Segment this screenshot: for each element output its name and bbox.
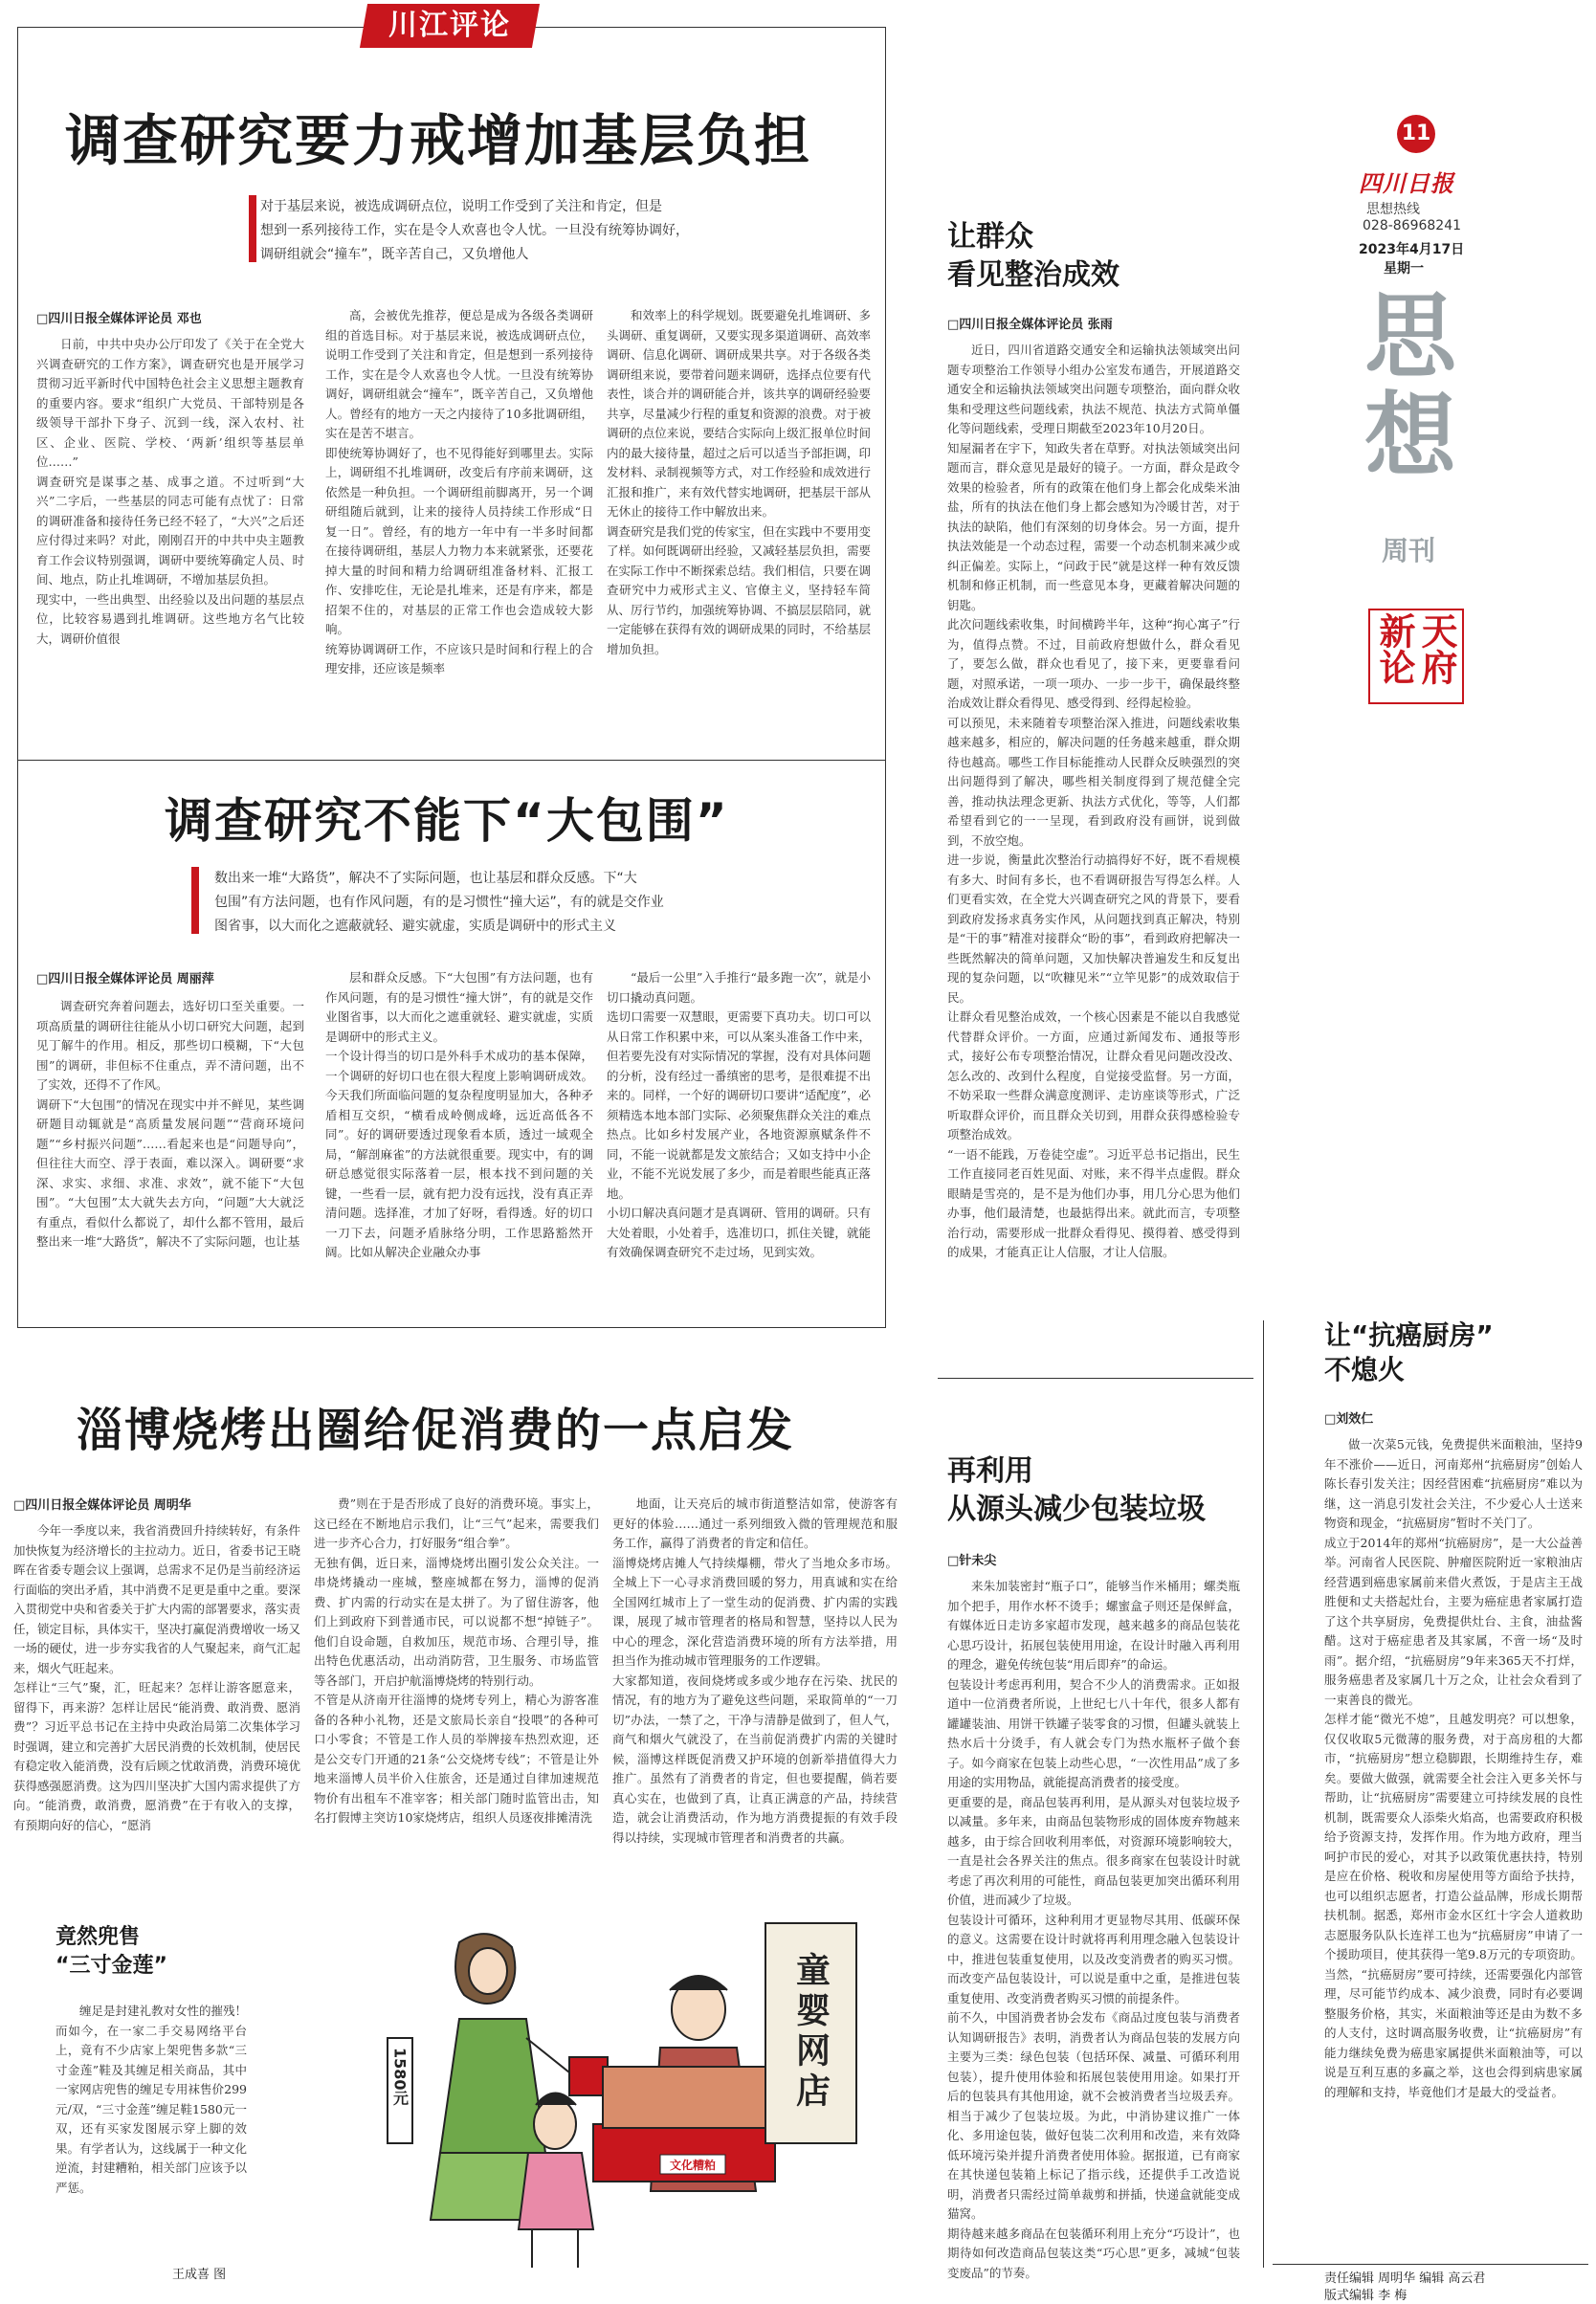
summary-line: 调研组就会“撞车”，既辛苦自己，又负增他人 — [260, 247, 529, 262]
column-text: 日前，中共中央办公厅印发了《关于在全党大兴调查研究的工作方案》，调查研究也是开展学习贯彻习近平新时代中国特色社会主义思想主题教育的重要内容。要求“组织广大党员、干部特别是各级领导干部扑下身子、沉到一线，深入农村、社区、企业、医院、学校、‘两新’组织等基层单位……” 调查研究是谋事之基、成事之道。不过听到“大兴”二字后，一些基层的同志可能有点忧了：日常的调研准备和接待任务已经不轻了，“大兴”之后还应付得过来吗？对此，刚刚召开的中共中央主题教育工作会议特别强调，调研中要统筹确定人员、时间、地点，防止扎堆调研，不增加基层负担。 现实中，一些出典型、出经验以及出问题的基层点位，比较容易遇到扎堆调研。这些地方名气比较大，调研价值很 — [36, 337, 304, 646]
article1-summary — [260, 195, 700, 267]
section-tag-label: 川江评论 — [388, 9, 511, 42]
issue-date: 2023年4月17日 — [1359, 242, 1465, 257]
box-label: 文化糟粕 — [669, 2159, 717, 2172]
cartoon-credit: 王成喜 图 — [172, 2268, 227, 2282]
divider — [17, 760, 886, 761]
summary-line: 图省事，以大而化之遮蔽就轻、避实就虚，实质是调研中的形式主义 — [214, 919, 616, 934]
summary-line: 对于基层来说，被选成调研点位，说明工作受到了关注和肯定，但是 — [260, 199, 662, 214]
article1-title: 调查研究要力戒增加基层负担 — [65, 108, 812, 173]
article2-summary-bar — [191, 867, 199, 934]
hotline-label: 思想热线 — [1366, 202, 1420, 217]
column-text: 调查研究奔着问题去，选好切口至关重要。一项高质量的调研往往能从小切口研究大问题，起到见丁解牛的作用。相反，那些切口模糊，下“大包围”的调研，非但标不住重点，弄不清问题，出不了实效，还得不了作风。 调研下“大包围”的情况在现实中并不鲜见，某些调研题目动辄就是“高质量发展问题”“营商环境问题”“乡村振兴问题”……看起来也是“问题导向”，但往往大而空、浮于表面，难以深入。调研要“求深、求实、求细、求准、求效”，就不能下“大包围”。“大包围”太大就失去方向，“问题”大大就泛有重点，看似什么都说了，却什么都不管用，最后整出来一堆“大路货”，解决不了实际问题，也让基 — [36, 999, 304, 1249]
side1-body — [947, 341, 1240, 1366]
article3-col-3 — [612, 1495, 898, 1889]
article2-col-2 — [325, 968, 593, 1318]
side2-title — [947, 1452, 1206, 1529]
column-seal-line-2: 新论 — [1373, 612, 1416, 685]
article1-col-1 — [36, 335, 304, 746]
article2-summary — [214, 867, 750, 939]
column-seal-line-1: 天府 — [1415, 612, 1458, 685]
article2-col-1 — [36, 997, 304, 1318]
summary-line: 数出来一堆“大路货”，解决不了实际问题，也让基层和群众反感。下“大 — [214, 871, 637, 886]
column-text: “最后一公里”入手推行“最多跑一次”，就是小切口撬动真问题。 选切口需要一双慧眼，更需要下真功夫。切口可以从日常工作积累中来，可以从案头准备工作中来，但若要先没有对实际情况的掌握，没有对具体问题的分析，没有经过一番缜密的思考，是很难提不出来的。同样，一个好的调研切口要讲“适配度”，必须精选本地本部门实际、必须聚焦群众关注的难点热点。比如乡村发展产业，各地资源禀赋条件不同，不能一说就都是发文旅结合；又如支持中小企业，不能不光说发展了多少，而是着眼些能真正落地。 小切口解决真问题才是真调研、管用的调研。只有大处着眼，小处着手，选准切口，抓住关键，就能有效确保调查研究不走过场，见到实效。 — [607, 970, 871, 1259]
summary-line: 包围”有方法问题，也有作风问题，有的是习惯性“撞大运”，有的就是交作业 — [214, 895, 664, 910]
article1-byline: □四川日报全媒体评论员 邓也 — [36, 312, 202, 326]
body-text: 近日，四川省道路交通安全和运输执法领域突出问题专项整治工作领导小组办公室发布通告，开展道路交通安全和运输执法领域突出问题专项整治，面向群众收集和受理这些问题线索，执法不规范、执法方式简单僵化等问题线索，受理日期截至2023年10月20日。 知屋漏者在宇下，知政失者在草野。对执法领域突出问题而言，群众意见是最好的镜子。一方面，群众是政令效果的检验者，所有的政策在他们身上都会化成柴米油盐，所有的执法在他们身上都会感知为冷暖甘苦，对于执法的缺陷，他们有深刻的切身体会。另一方面，提升执法效能是一个动态过程，需要一个动态机制来减少或纠正偏差。实际上，“问政于民”就是这样一种有效反馈机制和修正机制，而一些意见本身，更藏着解决问题的钥匙。 此次问题线索收集，时间横跨半年，这种“拘心寓子”行为，值得点赞。不过，目前政府想做什么，群众看见了，要怎么做，群众也看见了，接下来，更要靠看问题，对照承诺，一项一项办、一步一步干，确保最终整治成效让群众看得见、感受得到、经得起检验。 可以预见，未来随着专项整治深入推进，问题线索收集越来越多，相应的，解决问题的任务越来越重，群众期待也越高。哪些工作目标能推动人民群众反映强烈的突出问题得到了解决，哪些相关制度得到了规范健全完善，推动执法理念更新、执法方式优化，等等，人们都希望看到它的一一呈现，看到政府没有画饼，说到做到，不放空炮。 进一步说，衡量此次整治行动搞得好不好，既不看规模有多大、时间有多长，也不看调研报告写得怎么样。人们更看实效，在全党大兴调查研究之风的背景下，要看到政府发扬求真务实作风，从问题找到真正解决，特别是“干的事”精准对接群众“盼的事”，看到政府把解决一些既然解决的简单问题，又加快解决普遍发生和反复出现的复杂问题，以“吹糠见米”“立竿见影”的成效取信于民。 让群众看见整治成效，一个核心因素是不能以自我感觉代替群众评价。一方面，应通过新闻发布、通报等形式，接好公布专项整治情况，让群众看见问题改没改、怎么改的、改到什么程度，自觉接受监督。另一方面，不妨采取一些群众满意度测评、走访座谈等形式，广泛听取群众评价，而且群众关切到，用群众获得感检验专项整治成效。 “一语不能践，万卷徒空虚”。习近平总书记指出，民生工作直接同老百姓见面、对账，来不得半点虚假。群众眼睛是雪亮的，是不是为他们办事，用几分心思为他们办事，他们最清楚，也最掂得出来。就此而言，专项整治行动，需要形成一批群众看得见、摸得着、感受得到的成果，才能真正让人信服，才让人信服。 — [947, 343, 1240, 1259]
hotline-number: 028-86968241 — [1363, 218, 1462, 233]
side3-byline: □刘效仁 — [1324, 1412, 1374, 1427]
side3-body — [1324, 1435, 1583, 2239]
side2-body — [947, 1577, 1240, 2293]
divider — [938, 1378, 1253, 1379]
article3-col-2 — [314, 1495, 599, 1889]
article3-col-1 — [13, 1521, 300, 1889]
body-text: 来朱加装密封“瓶子口”，能够当作米桶用；螺类瓶加个把手，用作水杯不烫手；螺蜜盒子则还是保鲜盒，有媒体近日走访多家超市发现，越来越多的商品包装花心思巧设计，拓展包装使用用途，在设计时融入再利用的理念，避免传统包装“用后即弃”的命运。 包装设计考虑再利用，契合不少人的消费需求。正如报道中一位消费者所说，上世纪七八十年代，很多人都有罐罐装油、用饼干铁罐子装零食的习惯，但罐头就装上热水后十分烫手，有人就会专门为热水瓶杯子做个套子。如今商家在包装上动些心思，“一次性用品”成了多用途的实用物品，就能提高消费者的接受度。 更重要的是，商品包装再利用，是从源头对包装垃圾予以减量。多年来，由商品包装物形成的固体废弃物越来越多，由于综合回收利用率低，对资源环境影响较大，一直是社会各界关注的焦点。很多商家在包装设计时就考虑了再次利用的可能性，商品包装更加突出循环利用价值，进而减少了垃圾。 包装设计可循环，这种利用才更显物尽其用、低碳环保的意义。这需要在设计时就将再利用理念融入包装设计中，推进包装重复使用，以及改变消费者的购买习惯。而改变产品包装设计，可以说是重中之重，是推进包装重复使用、改变消费者购买习惯的前提条件。 前不久，中国消费者协会发布《商品过度包装与消费者认知调研报告》表明，消费者认为商品包装的发展方向主要为三类：绿色包装（包括环保、减量、可循环利用包装），提升使用体验和拓展包装使用用途。如果打开后的包装具有其他用途，就不会被消费者当垃圾丢弃。相当于减少了包装垃圾。为此，中消协建议推广一体化、多用途包装，做好包装二次利用和改造，来有效降低环境污染并提升消费者使用体验。据报道，已有商家在其快递包装箱上标记了指示线，还提供手工改造说明，消费者只需经过简单裁剪和拼插，快递盒就能变成猫窝。 期待越来越多商品在包装循环利用上充分“巧设计”，也期待如何改造商品包装这类“巧心思”更多，减城“包装变废品”的节奏。 — [947, 1579, 1240, 2280]
column-text: 今年一季度以来，我省消费回升持续转好，有条件加快恢复为经济增长的主拉动力。近日，省委书记王晓晖在省委专题会议上强调，总需求不足仍是当前经济运行面临的突出矛盾，其中消费不足更是重中之重。要深入贯彻党中央和省委关于扩大内需的部署要求，落实责任，锁定目标，具体实干，坚决打赢促消费增收一场又一场的硬仗，进一步夯实我省的人气聚起来，商气汇起来，烟火气旺起来。 怎样让“三气”聚，汇，旺起来？怎样让游客愿意来，留得下，再来游？怎样让居民“能消费、敢消费、愿消费”？习近平总书记在主持中央政治局第二次集体学习时强调，建立和完善扩大居民消费的长效机制，使居民有稳定收入能消费，没有后顾之忧敢消费，消费环境优获得感强愿消费。这为四川坚决扩大国内需求提供了方向。“能消费，敢消费，愿消费”在于有收入的支撑，有预期向好的信心，“愿消 — [13, 1523, 300, 1832]
supplement-title-2: 想 — [1364, 382, 1456, 490]
article1-col-2 — [325, 306, 593, 746]
cartoon-caption — [55, 2002, 247, 2258]
title-line: 从源头减少包装垃圾 — [947, 1493, 1206, 1526]
column-text: 层和群众反感。下“大包围”有方法问题，也有作风问题，有的是习惯性“撞大饼”，有的就是交作业图省事，以大而化之遮重就轻、避实就虚，实质是调研中的形式主义。 一个设计得当的切口是外科手术成功的基本保障，一个调研的好切口也在很大程度上影响调研成效。今天我们所面临问题的复杂程度明显加大，各种矛盾相互交织，“横看成岭侧成峰，远近高低各不同”。好的调研要透过现象看本质，透过一域观全局，“解剖麻雀”的方法就很重要。现实中，有的调研总感觉很实际落着一层，根本找不到问题的关键，一些看一层，就有把力没有远找，没有真正弄清问题。选择准，才加了好呀，看得透。好的切口一刀下去，问题矛盾脉络分明，工作思路豁然开阔。比如从解决企业融众办事 — [325, 970, 593, 1259]
article2-byline: □四川日报全媒体评论员 周丽萍 — [36, 972, 214, 986]
article2-col-3 — [607, 968, 871, 1318]
column-text: 和效率上的科学规划。既要避免扎堆调研、多头调研、重复调研，又要实现多渠道调研、高效率调研、信息化调研、调研成果共享。对于各级各类调研组来说，要带着问题来调研，选择点位要有代表性，谈合并的调研能合并，该共享的调研经验要共享，尽量减少行程的重复和资源的浪费。对于被调研的点位来说，要结合实际向上级汇报单位时间内的最大接待量，超过之后可以适当予部拒调，印发材料、录制视频等方式，对工作经验和成效进行汇报和推广，来有效代替实地调研，把基层干部从无休止的接待工作中解放出来。 调查研究是我们党的传家宝，但在实践中不要用变了样。如何既调研出经验，又减轻基层负担，需要在实际工作中不断探索总结。我们相信，只要在调查研究中力戒形式主义、官僚主义，坚持轻车简从、厉行节约，加强统筹协调、不搞层层陪同，就一定能够在获得有效的调研成果的同时，不给基层增加负担。 — [607, 308, 871, 656]
article3-title: 淄博烧烤出圈给促消费的一点启发 — [77, 1404, 795, 1457]
caption-text: 缠足是封建礼教对女性的摧残！而如今，在一家二手交易网络平台上，竟有不少店家上架兜售多款“三寸金莲”鞋及其缠足相关商品，其中一家网店兜售的缠足专用袜售价299元/双，“三寸金莲”缠足鞋1580元一双，还有买家发图展示穿上脚的效果。有学者认为，这线属于一种文化逆流，封建糟粕，相关部门应该予以严惩。 — [55, 2004, 247, 2195]
title-line: 不熄火 — [1324, 1354, 1406, 1385]
shop-sign-text: 童婴网店 — [790, 1952, 831, 2113]
side2-byline: □针未尖 — [947, 1554, 997, 1568]
title-line: 让“抗癌厨房” — [1324, 1319, 1494, 1351]
supplement-subtitle: 周刊 — [1382, 535, 1436, 566]
article2-title: 调查研究不能下“大包围” — [165, 793, 729, 849]
title-line: 再利用 — [947, 1454, 1033, 1488]
article1-summary-bar — [249, 195, 256, 262]
price-tag-text: 1580元 — [390, 2048, 410, 2106]
page-number: 11 — [1401, 122, 1431, 145]
divider — [1273, 2264, 1588, 2265]
cartoon-illustration — [306, 1904, 871, 2292]
title-line: 竟然兜售 — [55, 1925, 141, 1949]
side1-title — [947, 218, 1119, 295]
editor-line-2: 版式编辑 李 梅 — [1324, 2289, 1408, 2303]
column-text: 地面，让天亮后的城市街道整洁如常，使游客有更好的体验……通过一系列细致入微的管理规范和服务工作，赢得了消费者的肯定和信任。 淄博烧烤店摊人气持续爆棚，带火了当地众多市场。全城上下一心寻求消费回暖的努力，用真诚和实在给全国网红城市上了一堂生动的促消费、扩内需的实践课，展现了城市管理者的格局和智慧，坚持以人民为中心的理念，深化营造消费环境的所有方法举措，用担当作为推动城市管理服务的工作逻辑。 大家都知道，夜间烧烤或多或少地存在污染、扰民的情况，有的地方为了避免这些问题，采取简单的“一刀切”办法，一禁了之，干净与清静是做到了，但人气，商气和烟火气就没了，在当前促消费扩内需的关键时候，淄博这样既促消费又护环境的创新举措值得大力推广。虽然有了消费者的肯定，但也要提醒，倘若要真心实在，也做到了真，让真正满意的产品，持续营造，就会让消费活动，作为地方消费提振的有效手段得以持续，实现城市管理者和消费者的共赢。 — [612, 1496, 898, 1845]
article3-byline: □四川日报全媒体评论员 周明华 — [13, 1498, 191, 1513]
supplement-title-1: 思 — [1364, 282, 1456, 390]
editor-line-1: 责任编辑 周明华 编辑 高云君 — [1324, 2271, 1486, 2286]
article1-col-3 — [607, 306, 871, 746]
title-line: 让群众 — [947, 220, 1033, 254]
column-text: 高，会被优先推荐，便总是成为各级各类调研组的首选目标。对于基层来说，被选成调研点位，说明工作受到了关注和肯定，但是想到一系列接待工作，实在是令人欢喜也令人忧。一旦没有统筹协调好，调研组就会“撞车”，既辛苦自己，又负增他人。曾经有的地方一天之内接待了10多批调研组，实在是苦不堪言。 即使统筹协调好了，也不见得能好到哪里去。实际上，调研组不扎堆调研，改变后有序前来调研，这依然是一种负担。一个调研组前脚离开，另一个调研组随后就到，让来的接待人员持续工作形成“日复一日”。曾经，有的地方一年中有一半多时间都在接待调研组，基层人力物力本来就紧张，还要花掉大量的时间和精力给调研组准备材料、汇报工作、安排吃住，无论是扎堆来，还是有序来，都是招架不住的，对基层的正常工作也会造成较大影响。 统筹协调调研工作，不应该只是时间和行程上的合理安排，还应该是频率 — [325, 308, 593, 676]
column-text: 费”则在于是否形成了良好的消费环境。事实上，这已经在不断地启示我们，让“三气”起来，需要我们进一步齐心合力，打好服务“组合拳”。 无独有偶，近日来，淄博烧烤出圈引发公众关注。一串烧烤撬动一座城，整座城都在努力，淄博的促消费、扩内需的行动实在是太拼了。为了留住游客，他们上到政府下到普通市民，可以说都不想“掉链子”。他们自设命题，自救加压，规范市场、合理引导，推出特色优惠活动，出动消防营，卫生服务、市场监管等各部门，开启护航淄博烧烤的特别行动。 不管是从济南开往淄博的烧烤专列上，精心为游客准备的各种小礼物，还是文旅局长亲自“投喂”的各种可口小零食；不管是工作人员的举牌接车热烈欢迎，还是公交专门开通的21条“公交烧烤专线”；不管是让外地来淄博人员半价入住旅舍，还是通过自律加速规范物价有出租车不准宰客；相关部门随时监管出击，知名打假博主突访10家烧烤店，组织人员逐夜排摊清洗 — [314, 1496, 599, 1825]
side1-byline: □四川日报全媒体评论员 张雨 — [947, 318, 1113, 332]
body-text: 做一次菜5元钱，免费提供米面粮油，坚持9年不涨价——近日，河南郑州“抗癌厨房”创始人陈长春引发关注；因经营困难“抗癌厨房”难以为继，这一消息引发社会关注，不少爱心人士送来物资和现金，“抗癌厨房”暂时不关门了。 成立于2014年的郑州“抗癌厨房”，是一大公益善举。河南省人民医院、肿瘤医院附近一家粮油店经营遇到癌患家属前来借火煮饭，于是店主王战胜便和丈夫搭起灶台，主要为癌症患者家属打造了这个共享厨房，免费提供灶台、主食，油盐酱醋。这对于癌症患者及其家属，不啻一场“及时雨”。据介绍，“抗癌厨房”9年来365天不打烊，服务癌患者及家属几十万之众，让社会众看到了一束善良的微光。 怎样才能“微光不熄”，且越发明亮？可以想象，仅仅收取5元微薄的服务费，对于高房租的大都市，“抗癌厨房”想立稳脚跟，长期维持生存，难矣。要做大做强，就需要全社会注入更多关怀与帮助，让“抗癌厨房”需要建立可持续发展的良性机制，既需要众人添柴火焰高，也需要政府积极给予资源支持，发挥作用。作为地方政府，理当呵护市民的爱心，对其予以政策优惠扶持，特别是应在价格、税收和房屋使用等方面给予扶持，也可以组织志愿者，打造公益品牌，形成长期帮扶机制。据悉，郑州市金水区红十字会人道救助志愿服务队队长连祥工也为“抗癌厨房”申请了一个援助项目，使其获得一笔9.8万元的专项资助。 当然，“抗癌厨房”要可持续，还需要强化内部管理，尽可能节约成本、减少浪费，同时有必要调整服务价格，其实，米面粮油等还是由为数不多的人支付，这时调高服务收费，让“抗癌厨房”有能力继续免费为癌患家属提供米面粮油等，可以说是互利互惠的多赢之举，这也会得到病患家属的理解和支持，毕竟他们才是最大的受益者。 — [1324, 1437, 1583, 2099]
summary-line: 想到一系列接待工作，实在是令人欢喜也令人忧。一旦没有统筹协调好， — [260, 223, 689, 238]
side3-title — [1324, 1318, 1494, 1387]
cartoon-title — [55, 1923, 167, 1981]
title-line: “三寸金莲” — [55, 1954, 167, 1978]
issue-weekday: 星期一 — [1384, 261, 1424, 277]
title-line: 看见整治成效 — [947, 258, 1119, 292]
divider — [1263, 1320, 1264, 2268]
paper-name: 四川日报 — [1359, 169, 1454, 197]
